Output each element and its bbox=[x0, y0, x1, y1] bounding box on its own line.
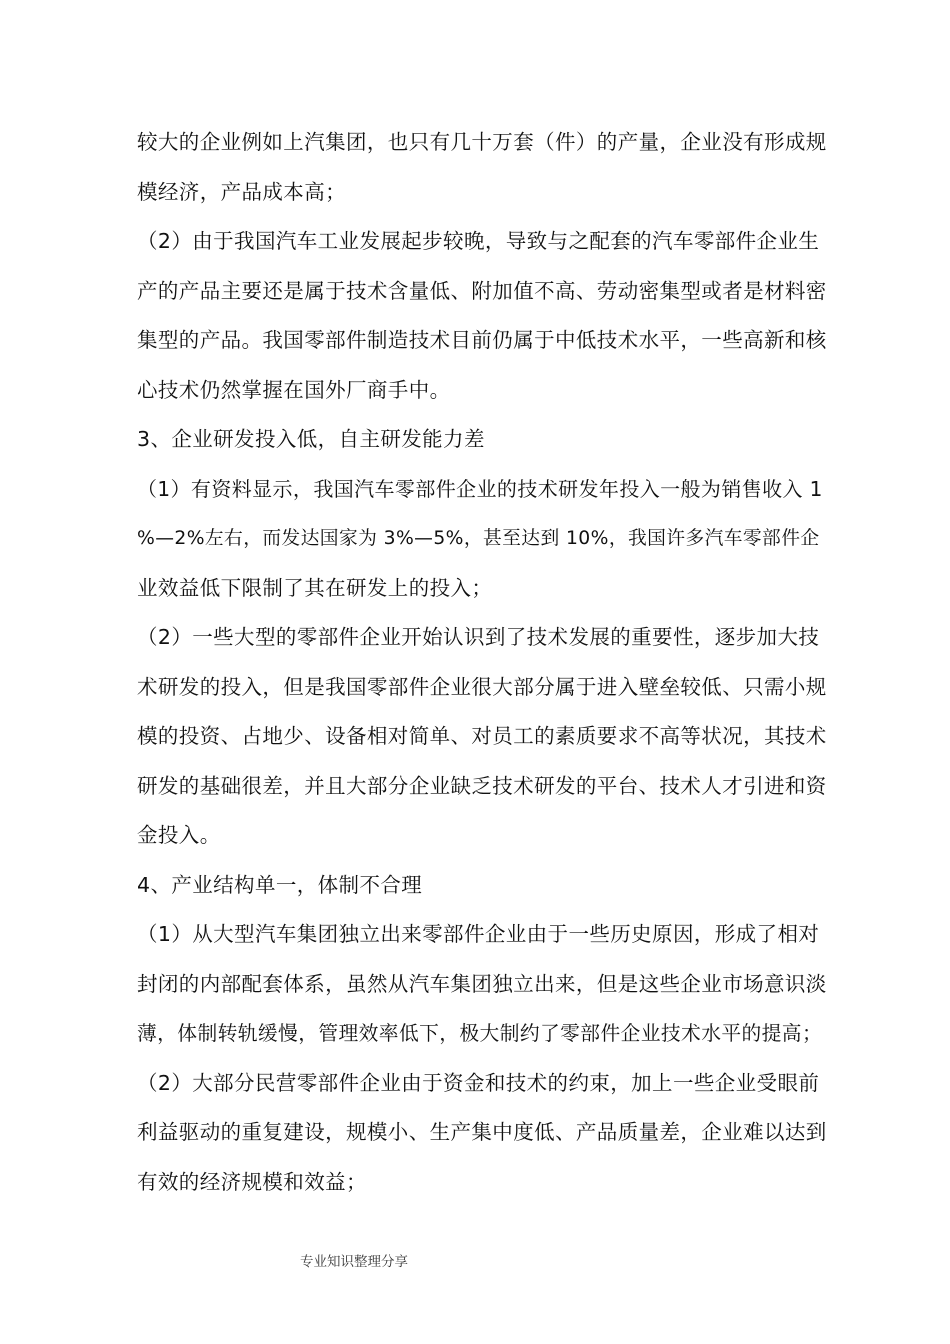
text-line: （2）大部分民营零部件企业由于资金和技术的约束，加上一些企业受眼前 bbox=[137, 1070, 820, 1095]
text-line: （2）一些大型的零部件企业开始认识到了技术发展的重要性，逐步加大技 bbox=[137, 625, 820, 649]
body-text bbox=[137, 118, 827, 1207]
section-heading: 4、产业结构单一，体制不合理 bbox=[137, 872, 423, 897]
text-line: 有效的经济规模和效益； bbox=[137, 1169, 367, 1194]
text-line: 术研发的投入，但是我国零部件企业很大部分属于进入壁垒较低、只需小规 bbox=[137, 674, 827, 699]
text-line: （2）由于我国汽车工业发展起步较晚，导致与之配套的汽车零部件企业生 bbox=[137, 229, 820, 253]
text-line: （1）有资料显示，我国汽车零部件企业的技术研发年投入一般为销售收入 1 bbox=[137, 476, 823, 501]
text-line: 利益驱动的重复建设，规模小、生产集中度低、产品质量差，企业难以达到 bbox=[137, 1120, 827, 1144]
text-line: 集型的产品。我国零部件制造技术目前仍属于中低技术水平，一些高新和核 bbox=[137, 328, 827, 352]
text-line: %—2%左右，而发达国家为 3%—5%，甚至达到 10%，我国许多汽车零部件企 bbox=[137, 528, 820, 549]
text-line: （1）从大型汽车集团独立出来零部件企业由于一些历史原因，形成了相对 bbox=[137, 922, 820, 946]
text-line: 金投入。 bbox=[137, 823, 221, 847]
text-line: 研发的基础很差，并且大部分企业缺乏技术研发的平台、技术人才引进和资 bbox=[137, 773, 827, 798]
text-line: 较大的企业例如上汽集团，也只有几十万套（件）的产量，企业没有形成规 bbox=[137, 130, 827, 154]
page-footer: 专业知识整理分享 bbox=[300, 1254, 408, 1270]
text-line: 封闭的内部配套体系，虽然从汽车集团独立出来，但是这些企业市场意识淡 bbox=[137, 971, 827, 996]
text-line: 模的投资、占地少、设备相对简单、对员工的素质要求不高等状况，其技术 bbox=[137, 724, 827, 748]
section-heading: 3、企业研发投入低，自主研发能力差 bbox=[137, 427, 485, 451]
text-line: 业效益低下限制了其在研发上的投入； bbox=[137, 575, 493, 600]
text-line: 心技术仍然掌握在国外厂商手中。 bbox=[137, 377, 451, 402]
text-line: 模经济，产品成本高； bbox=[137, 179, 346, 204]
text-line: 薄，体制转轨缓慢，管理效率低下，极大制约了零部件企业技术水平的提高； bbox=[137, 1022, 823, 1045]
text-line: 产的产品主要还是属于技术含量低、附加值不高、劳动密集型或者是材料密 bbox=[137, 278, 827, 303]
